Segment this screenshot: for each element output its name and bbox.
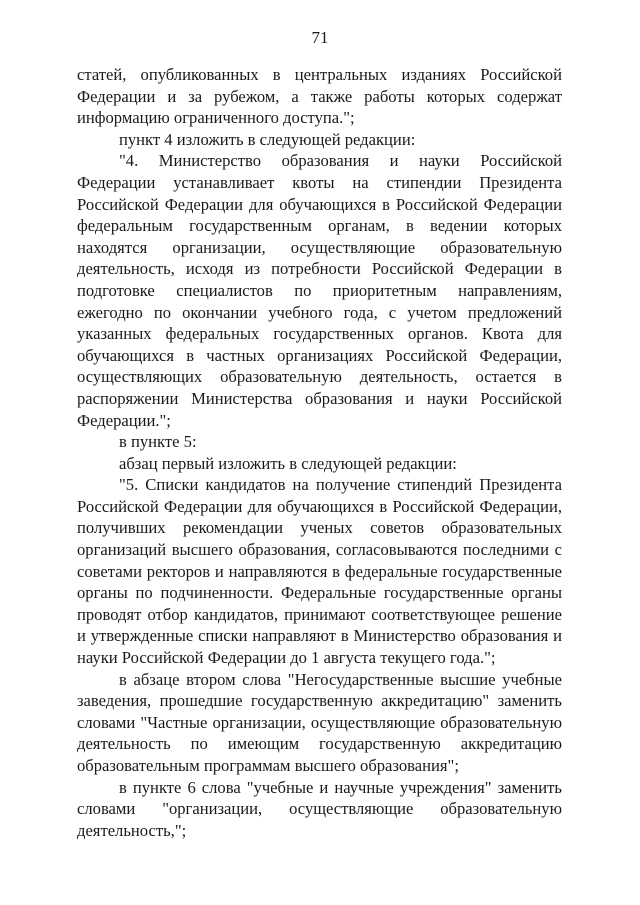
paragraph-item-4-intro: пункт 4 изложить в следующей редакции: [119,129,416,149]
paragraph-continuation: статей, опубликованных в центральных изданиях Российской Федерации и за рубежом, а также работы которых содержат информацию ограниченного доступа."; [77,65,562,128]
paragraph-item-5-second-abzac: в абзаце втором слова "Негосударственные высшие учебные заведения, прошедшие государственную аккредитацию" заменить словами "Частные организации, осуществляющие образовательную деятельность по имеющим государственную аккредитацию образовательным программам высшего образования"; [77,669,562,775]
paragraph-item-5-intro: в пункте 5: [119,432,197,452]
paragraph-item-5-subintro: абзац первый изложить в следующей редакции: [119,453,457,473]
document-body [77,64,562,841]
paragraph-item-4-text: "4. Министерство образования и науки Российской Федерации устанавливает квоты на стипендии Президента Российской Федерации для обучающихся в Российской Федерации федеральным государственным органам, в ведении которых находятся организации, осуществляющие образовательную деятельность, исходя из потребности Российской Федерации в подготовке специалистов по приоритетным направлениям, ежегодно по окончании учебного года, с учетом предложений указанных федеральных государственных органов. Квота для обучающихся в частных организациях Российской Федерации, осуществляющих образовательную деятельность, остается в распоряжении Министерства образования и науки Российской Федерации."; [77,151,562,430]
paragraph-item-6: в пункте 6 слова "учебные и научные учреждения" заменить словами "организации, осуществляющие образовательную деятельность,"; [77,777,562,840]
paragraph-item-5-text: "5. Списки кандидатов на получение стипендий Президента Российской Федерации для обучающихся в Российской Федерации, получивших рекомендации ученых советов образовательных организаций высшего образования, согласовываются последними с советами ректоров и направляются в федеральные государственные органы по подчиненности. Федеральные государственные органы проводят отбор кандидатов, принимают соответствующее решение и утвержденные списки направляют в Министерство образования и науки Российской Федерации до 1 августа текущего года."; [77,475,562,668]
page-number: 71 [311,28,329,47]
